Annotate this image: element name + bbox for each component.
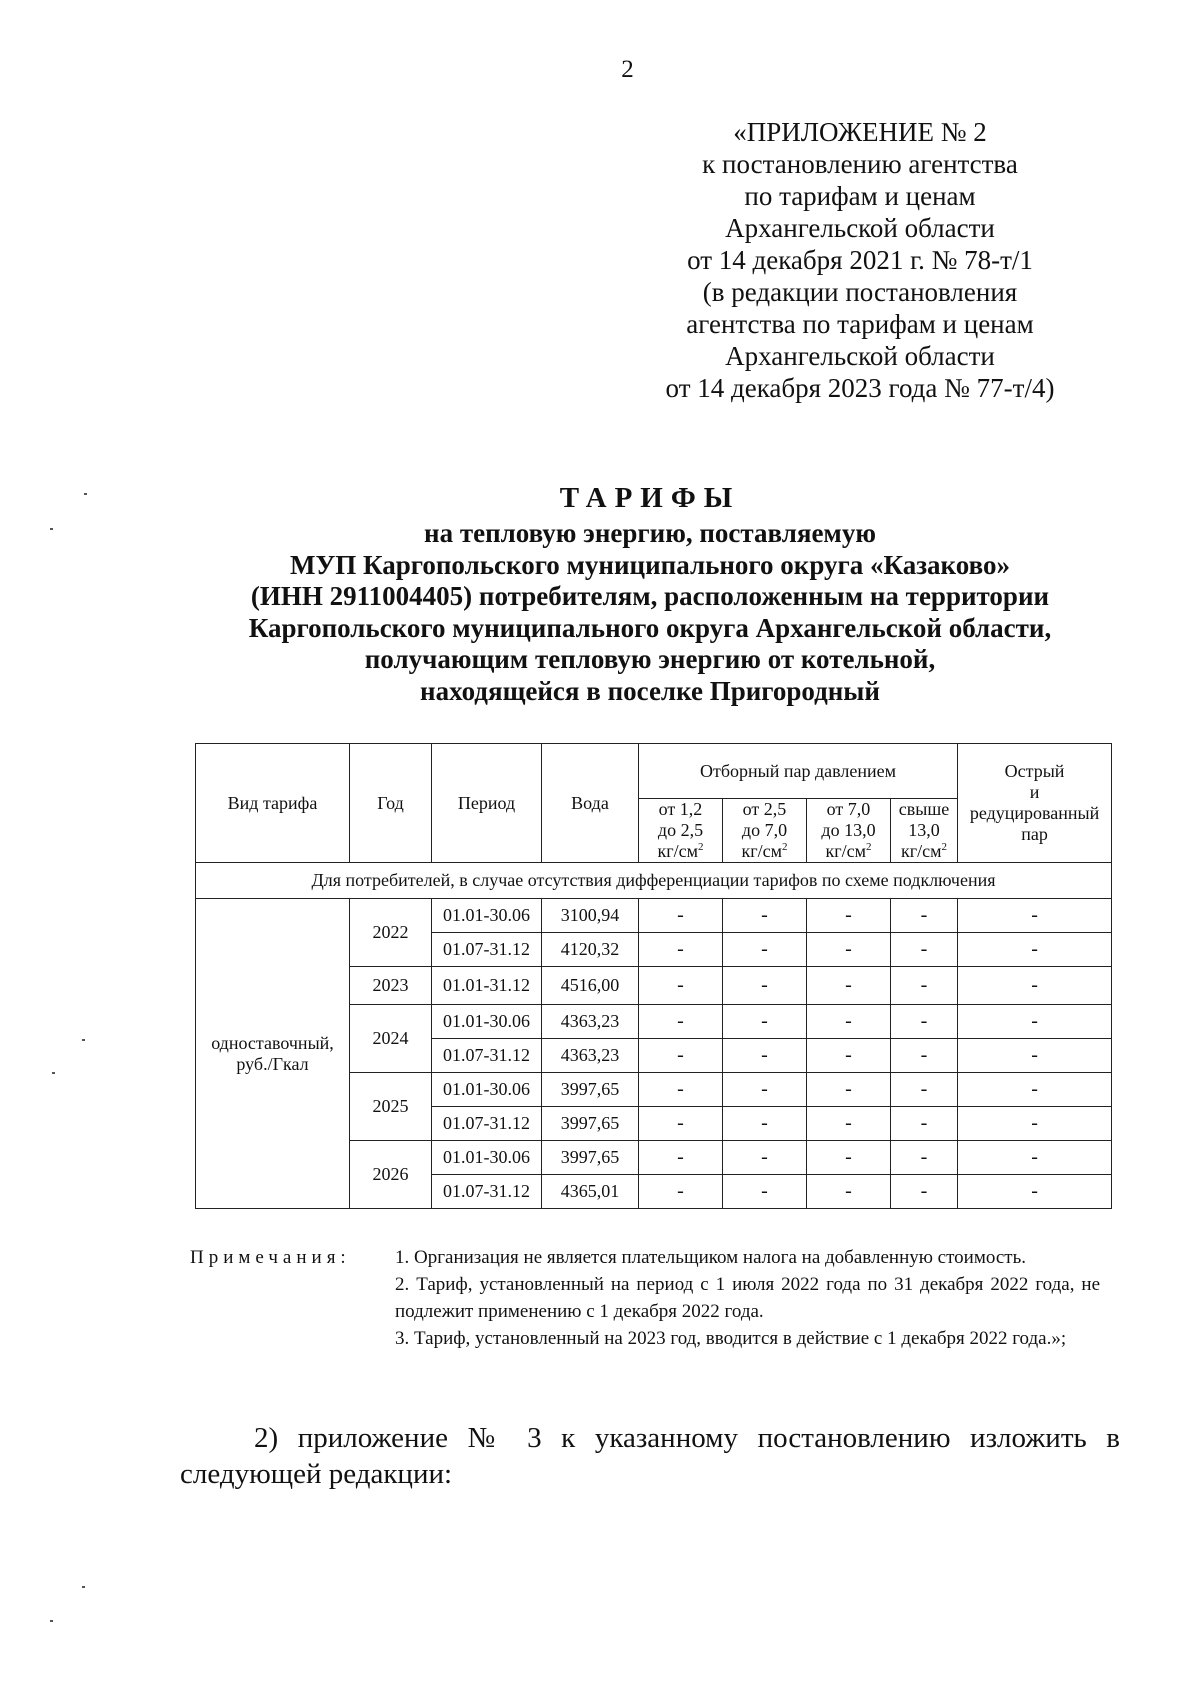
unit-sup: 2 [866,841,872,853]
year-cell: 2023 [350,967,432,1005]
subtitle-line: получающим тепловую энергию от котельной, [364,644,936,674]
value-cell: - [958,1073,1112,1107]
document-title: ТАРИФЫ [559,482,741,514]
scan-speck [50,528,53,530]
subtitle-line: находящейся в поселке Пригородный [420,675,880,706]
value-cell: - [639,967,723,1005]
appendix-header [640,116,1080,404]
header-tariff-type: Вид тарифа [196,744,350,863]
water-cell: 4363,23 [542,1039,639,1073]
document-title-block [180,478,1120,707]
year-cell: 2025 [350,1073,432,1141]
value-cell: - [807,1175,891,1209]
subtitle-line: Каргопольского муниципального округа Архангельской области, [248,612,1052,643]
value-cell: - [958,967,1112,1005]
value-cell: - [958,1107,1112,1141]
value-cell: - [723,1141,807,1175]
header-line: до 13,0 [821,820,876,840]
note-item: 2. Тариф, установленный на период с 1 июля 2022 года по 31 декабря 2022 года, не подлежит применению с 1 декабря 2022 года. [395,1274,1100,1322]
appendix-line: агентства по тарифам и ценам [686,309,1034,339]
appendix-line: Архангельской области [725,341,995,371]
value-cell: - [958,899,1112,933]
value-cell: - [807,933,891,967]
header-water: Вода [542,744,639,863]
water-cell: 3997,65 [542,1141,639,1175]
header-steam-col-2 [723,799,807,863]
appendix-line: к постановлению агентства [702,149,1018,179]
water-cell: 4365,01 [542,1175,639,1209]
notes-list [395,1244,1100,1352]
value-cell: - [639,1107,723,1141]
value-cell: - [891,1107,958,1141]
value-cell: - [958,1039,1112,1073]
value-cell: - [639,1141,723,1175]
header-sharp-steam [958,744,1112,863]
value-cell: - [807,967,891,1005]
appendix-line: (в редакции постановления [702,277,1018,307]
value-cell: - [958,1141,1112,1175]
period-cell: 01.07-31.12 [432,1175,542,1209]
value-cell: - [807,1005,891,1039]
appendix-line: по тарифам и ценам [744,181,976,211]
value-cell: - [723,1175,807,1209]
period-cell: 01.01-30.06 [432,899,542,933]
value-cell: - [891,967,958,1005]
tariff-type-cell [196,899,350,1209]
section-title: Для потребителей, в случае отсутствия дифференциации тарифов по схеме подключения [196,863,1112,899]
value-cell: - [891,1141,958,1175]
table-row [196,899,1112,933]
value-cell: - [723,967,807,1005]
value-cell: - [723,1005,807,1039]
unit-text: кг/см [825,841,866,861]
header-steam-col-1 [639,799,723,863]
period-cell: 01.07-31.12 [432,1107,542,1141]
header-sharp-steam-line: редуцированный [969,803,1100,823]
value-cell: - [639,1073,723,1107]
water-cell: 4120,32 [542,933,639,967]
subtitle-line: на тепловую энергию, поставляемую [424,518,876,548]
value-cell: - [639,1175,723,1209]
header-line: до 7,0 [741,820,788,840]
tariff-type-line: одноставочный, [211,1032,334,1053]
period-cell: 01.07-31.12 [432,1039,542,1073]
notes-label: Примечания: [190,1247,351,1268]
water-cell: 3997,65 [542,1073,639,1107]
period-cell: 01.07-31.12 [432,933,542,967]
year-cell: 2022 [350,899,432,967]
value-cell: - [958,1175,1112,1209]
unit-sup: 2 [941,841,948,853]
appendix-line: Архангельской области [725,213,995,243]
appendix-line: «ПРИЛОЖЕНИЕ № 2 [733,117,987,147]
header-unit [642,841,719,862]
value-cell: - [639,1005,723,1039]
header-steam-col-3 [807,799,891,863]
value-cell: - [723,933,807,967]
period-cell: 01.01-30.06 [432,1005,542,1039]
header-unit [894,841,954,862]
appendix-line: от 14 декабря 2021 г. № 78-т/1 [687,245,1033,275]
value-cell: - [891,1175,958,1209]
unit-text: кг/см [741,841,782,861]
header-steam-col-4 [891,799,958,863]
value-cell: - [639,899,723,933]
note-item: 3. Тариф, установленный на 2023 год, вводится в действие с 1 декабря 2022 года.»; [395,1328,1067,1349]
value-cell: - [639,933,723,967]
header-unit [726,841,803,862]
scan-speck [82,1586,85,1588]
scan-speck [82,1039,85,1041]
tariff-table [195,743,1112,1209]
scan-speck [50,1620,53,1622]
tariff-type-line: руб./Гкал [236,1053,309,1074]
header-line: до 2,5 [657,820,704,840]
value-cell: - [723,1039,807,1073]
unit-sup: 2 [698,841,704,853]
value-cell: - [807,1073,891,1107]
scan-speck [52,1072,55,1074]
value-cell: - [891,1073,958,1107]
value-cell: - [807,899,891,933]
page-number: 2 [621,56,634,83]
unit-sup: 2 [782,841,788,853]
value-cell: - [958,1005,1112,1039]
header-line: от 1,2 [658,799,703,819]
header-sharp-steam-line: пар [1021,824,1048,844]
value-cell: - [891,933,958,967]
value-cell: - [723,899,807,933]
period-cell: 01.01-30.06 [432,1141,542,1175]
note-item: 1. Организация не является плательщиком налога на добавленную стоимость. [395,1247,1026,1268]
subtitle-line: (ИНН 2911004405) потребителям, расположенным на территории [250,581,1050,611]
water-cell: 3997,65 [542,1107,639,1141]
water-cell: 3100,94 [542,899,639,933]
water-cell: 4516,00 [542,967,639,1005]
value-cell: - [807,1141,891,1175]
value-cell: - [891,899,958,933]
value-cell: - [958,933,1112,967]
header-line: от 7,0 [826,799,871,819]
value-cell: - [723,1107,807,1141]
header-line: свыше [898,799,950,819]
header-steam-group: Отборный пар давлением [639,744,958,799]
period-cell: 01.01-30.06 [432,1073,542,1107]
value-cell: - [723,1073,807,1107]
value-cell: - [807,1107,891,1141]
water-cell: 4363,23 [542,1005,639,1039]
scan-speck [84,493,87,495]
value-cell: - [891,1005,958,1039]
appendix-line: от 14 декабря 2023 года № 77-т/4) [665,373,1055,403]
value-cell: - [639,1039,723,1073]
unit-text: кг/см [901,841,942,861]
value-cell: - [891,1039,958,1073]
header-sharp-steam-line: Острый [1004,761,1065,781]
header-period: Период [432,744,542,863]
header-sharp-steam-line: и [1029,782,1040,802]
value-cell: - [807,1039,891,1073]
period-cell: 01.01-31.12 [432,967,542,1005]
header-year: Год [350,744,432,863]
year-cell: 2024 [350,1005,432,1073]
header-unit [810,841,887,862]
unit-text: кг/см [657,841,698,861]
header-line: от 2,5 [742,799,787,819]
year-cell: 2026 [350,1141,432,1209]
subtitle-line: МУП Каргопольского муниципального округа «Казаково» [290,549,1010,580]
header-line: 13,0 [908,820,940,840]
amendment-paragraph: 2) приложение № 3 к указанному постановлению изложить в следующей редакции: [180,1422,1120,1490]
